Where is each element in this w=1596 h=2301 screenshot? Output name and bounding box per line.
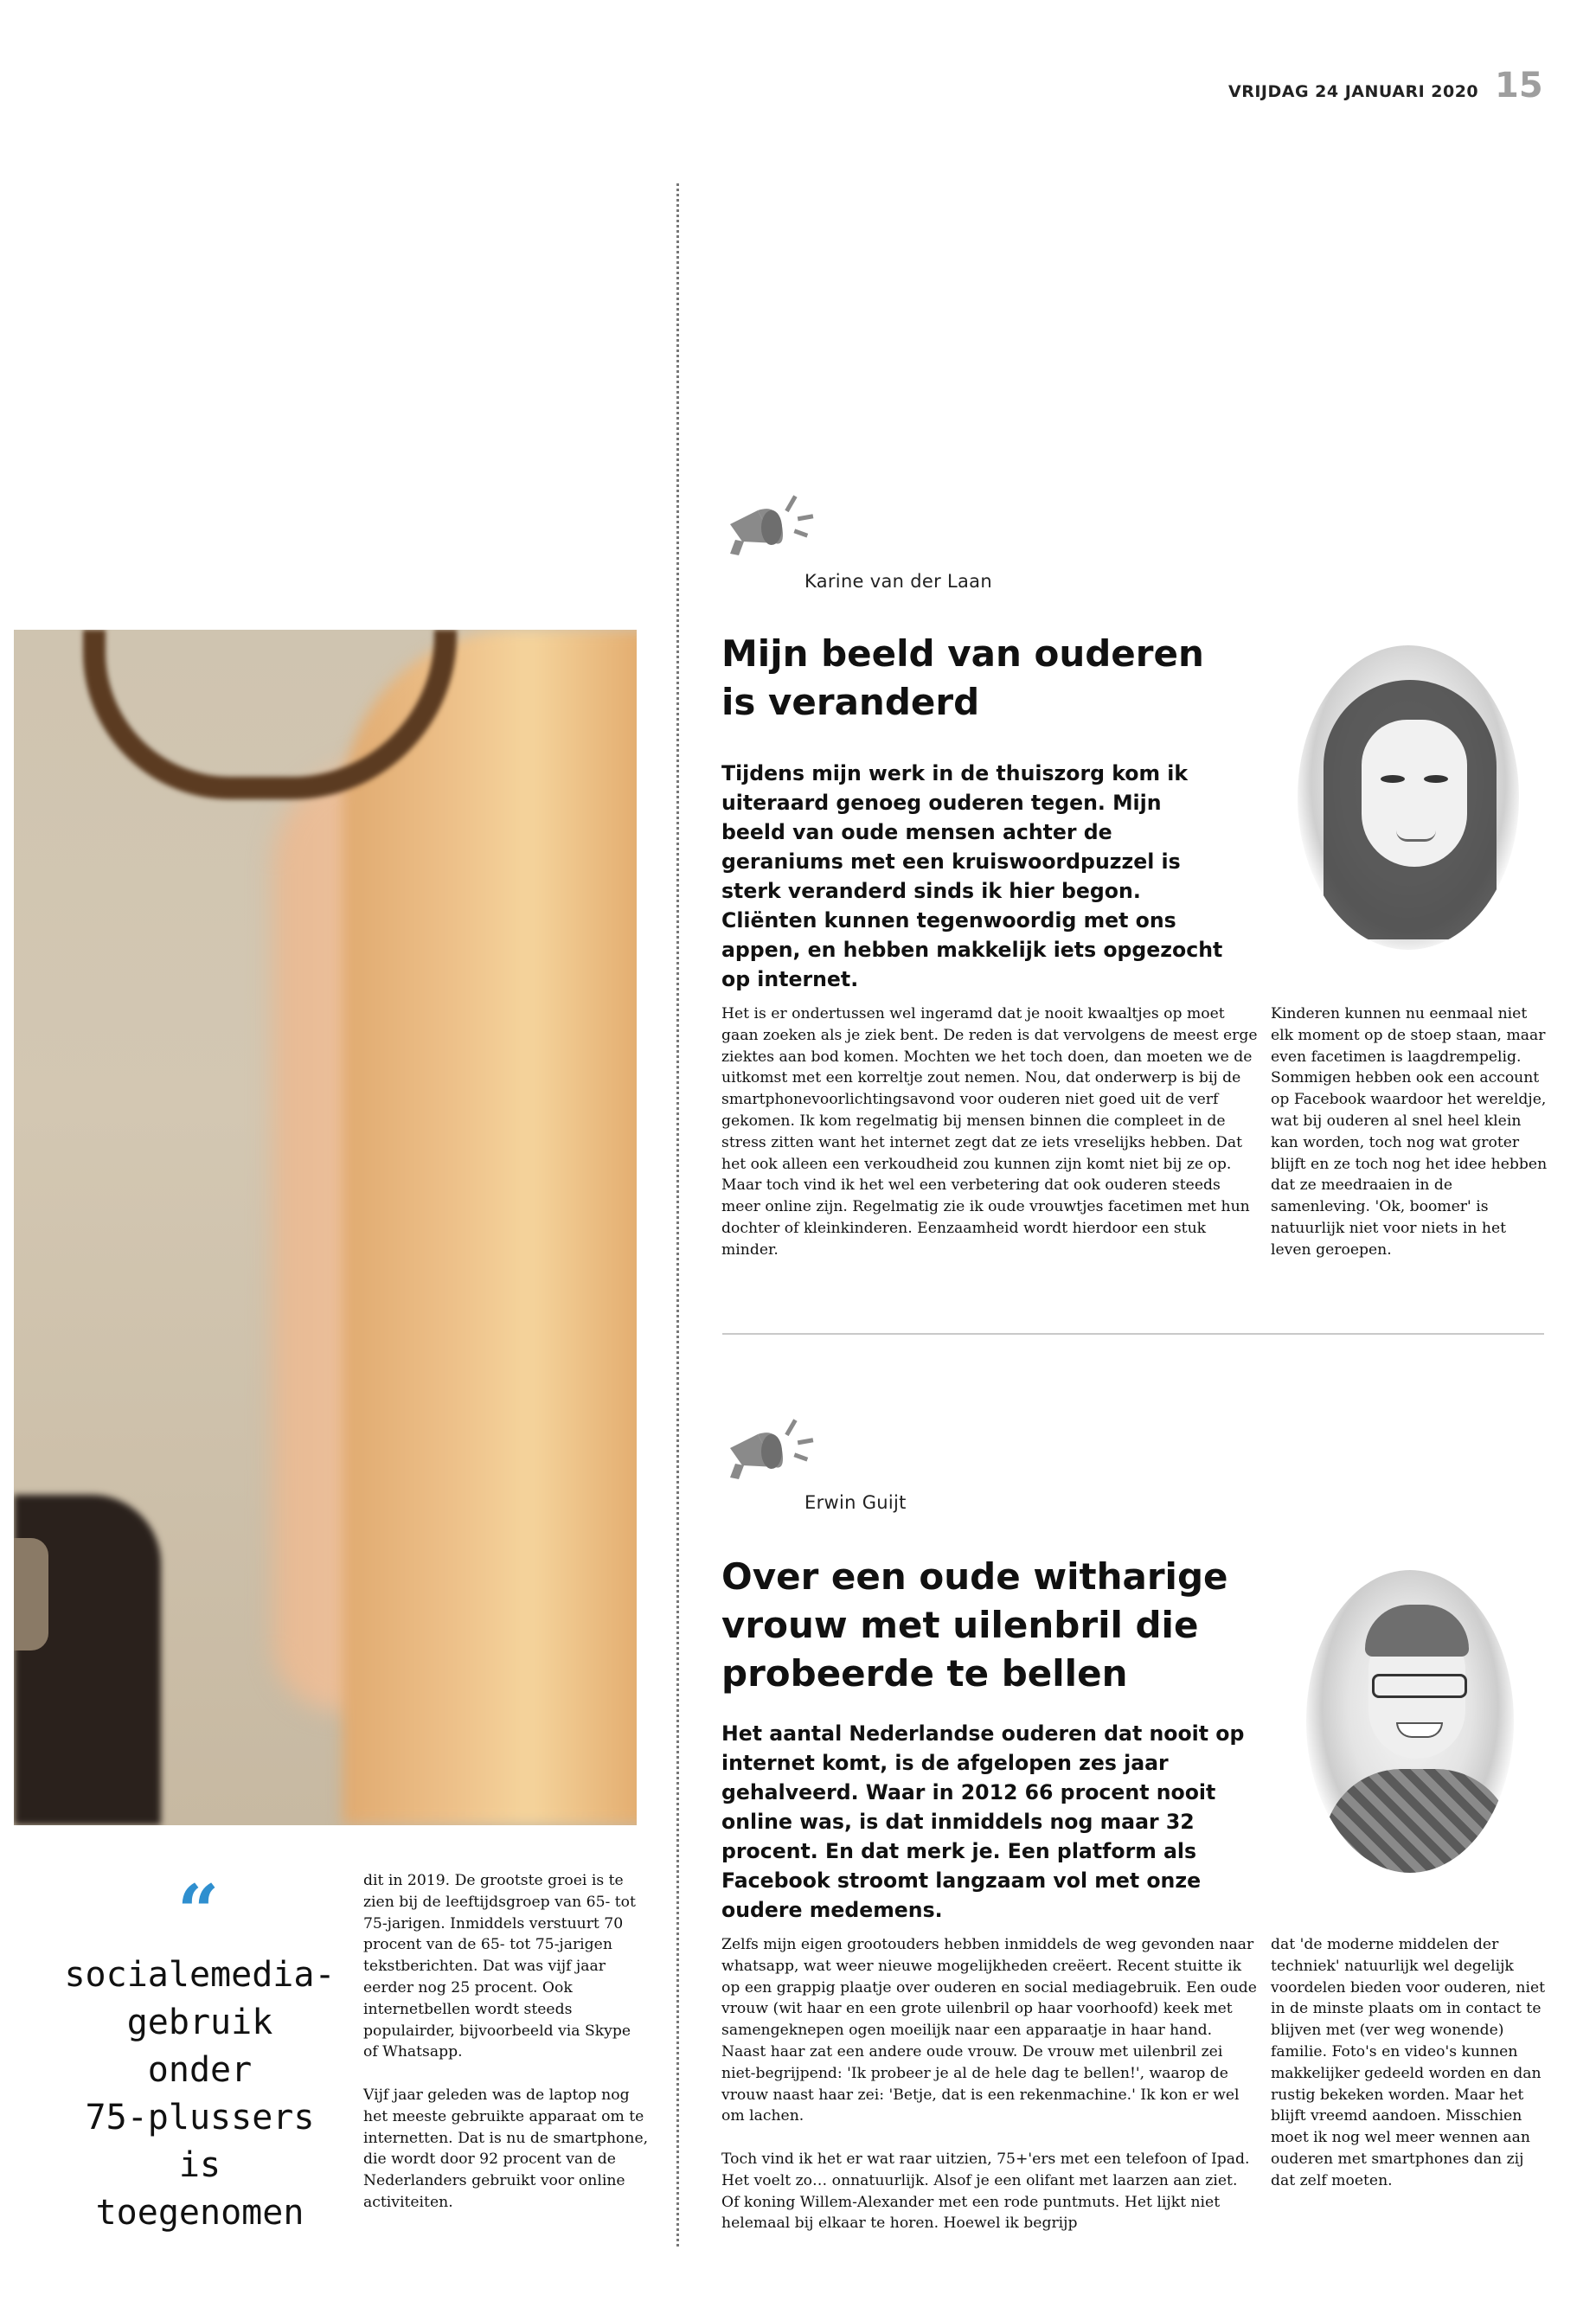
megaphone-icon — [718, 1408, 822, 1486]
pull-quote-line: onder — [147, 2050, 253, 2090]
pull-quote-line: 75-plussers — [85, 2098, 315, 2138]
paragraph: Het is er ondertussen wel ingeramd dat je nooit kwaaltjes op moet gaan zoeken als je ziek bent. De reden is dat vervolgens de meest erge ziektes aan bod komen. Mochten we het toch doen, dan moeten we de uitkomst met een korreltje zout nemen. Nou, dat onderwerp is bij de smartphonevoorlichtingsavond voor ouderen niet goed uit de verf gekomen. Ik kom regelmatig bij mensen binnen die compleet in de stress zitten want het internet zegt dat ze iets vreselijks hebben. Dat het ook alleen een verkoudheid zou kunnen zijn komt niet bij ze op. Maar toch vind ik het wel een verbetering dat ook ouderen steeds meer online zijn. Regelmatig zie ik oude vrouwtjes facetimen met hun dochter of kleinkinderen. Eenzaamheid wordt hierdoor een stuk minder. — [721, 1005, 1258, 1259]
author-name: Karine van der Laan — [804, 571, 992, 592]
paragraph: Zelfs mijn eigen grootouders hebben inmiddels de weg gevonden naar whatsapp, wat weer nieuwe mogelijkheden creëert. Recent stuitte ik op een grappig plaatje over ouderen en social mediagebruik. Een oude vrouw (wit haar en een grote uilenbril op haar voorhoofd) keek met samengeknepen ogen moeilijk naar een apparaatje in haar hand. Naast haar zat een andere oude vrouw. De vrouw met uilenbril zei niet-begrijpend: 'Ik probeer je al de hele dag te bellen!', waarop de vrouw naast haar zei: 'Betje, dat is een rekenmachine.' Ik kon er wel om lachen. — [721, 1936, 1257, 2125]
article-body-column — [1271, 1003, 1548, 1261]
article-title: Mijn beeld van ouderen is veranderd — [721, 632, 1204, 723]
author-portrait-sketch — [1306, 1570, 1514, 1873]
paragraph: Toch vind ik het er wat raar uitzien, 75+'ers met een telefoon of Ipad. Het voelt zo… onnatuurlijk. Alsof je een olifant met laarzen aan ziet. Of koning Willem-Alexander met een rode puntmuts. Het lijkt niet helemaal bij elkaar te horen. Hoewel ik begrijp — [721, 2150, 1250, 2233]
paragraph: dit in 2019. De grootste groei is te zien bij de leeftijdsgroep van 65- tot 75-jarigen. Inmiddels verstuurt 70 procent van de 65- tot 75-jarigen tekstberichten. Dat was vijf jaar eerder nog 25 procent. Ook internetbellen wordt steeds populairder, bijvoorbeeld via Skype of Whatsapp. — [363, 1872, 636, 2061]
pull-quote-line: toegenomen — [95, 2193, 304, 2233]
column-divider-dotted — [676, 183, 679, 2247]
megaphone-icon — [718, 484, 822, 562]
paragraph: Kinderen kunnen nu eenmaal niet elk moment op de stoep staan, maar even facetimen is laagdrempelig. Sommigen hebben ook een account op Facebook waardoor het wereldje, wat bij ouderen al snel heel klein kan worden, toch nog wat groter blijft en ze toch nog het idee hebben dat ze meedraaien in de samenleving. 'Ok, boomer' is natuurlijk niet voor niets in het leven geroepen. — [1271, 1005, 1548, 1259]
article-body-column — [1271, 1934, 1548, 2192]
woman-photo — [14, 630, 637, 1825]
side-column-text — [363, 1870, 649, 2214]
pull-quote-line: socialemedia- — [64, 1955, 336, 1995]
author-name: Erwin Guijt — [804, 1492, 907, 1513]
pull-quote-line: gebruik — [126, 2003, 273, 2042]
article-intro: Het aantal Nederlandse ouderen dat nooit op internet komt, is de afgelopen zes jaar gehalveerd. Waar in 2012 66 procent nooit online was, is dat inmiddels nog maar 32 procent. En dat merk je. Een platform als Facebook stroomt langzaam vol met onze oudere medemens. — [721, 1721, 1245, 1922]
article-separator-line — [722, 1333, 1544, 1335]
quote-mark-icon: “ — [177, 1868, 220, 1954]
page-number: 15 — [1495, 66, 1543, 106]
article-title: Over een oude witharige vrouw met uilenbril die probeerde te bellen — [721, 1555, 1228, 1695]
author-portrait-sketch — [1298, 645, 1519, 950]
paragraph: dat 'de moderne middelen der techniek' natuurlijk wel degelijk voordelen bieden voor ouderen, niet in de minste plaats om in contact te blijven met (ver weg wonende) familie. Foto's en video's kunnen makkelijker gedeeld worden en dan rustig bekeken worden. Maar het blijft vreemd aandoen. Misschien moet ik nog wel meer wennen aan ouderen met smartphones dan zij dat zelf moeten. — [1271, 1936, 1546, 2189]
paragraph: Vijf jaar geleden was de laptop nog het meeste gebruikte apparaat om te internetten. Dat is nu de smartphone, die wordt door 92 procent van de Nederlanders gebruikt voor online activiteiten. — [363, 2086, 649, 2211]
article-body-column — [721, 1003, 1258, 1261]
article-intro: Tijdens mijn werk in de thuiszorg kom ik uiteraard genoeg ouderen tegen. Mijn beeld van oude mensen achter de geraniums met een kruiswoordpuzzel is sterk veranderd sinds ik hier begon. Cliënten kunnen tegenwoordig met ons appen, en hebben makkelijk iets opgezocht op internet. — [721, 761, 1223, 991]
page-date: VRIJDAG 24 JANUARI 2020 — [1228, 82, 1479, 101]
article-body-column — [721, 1934, 1258, 2234]
pull-quote — [57, 1952, 343, 2237]
pull-quote-line: is — [178, 2145, 221, 2185]
